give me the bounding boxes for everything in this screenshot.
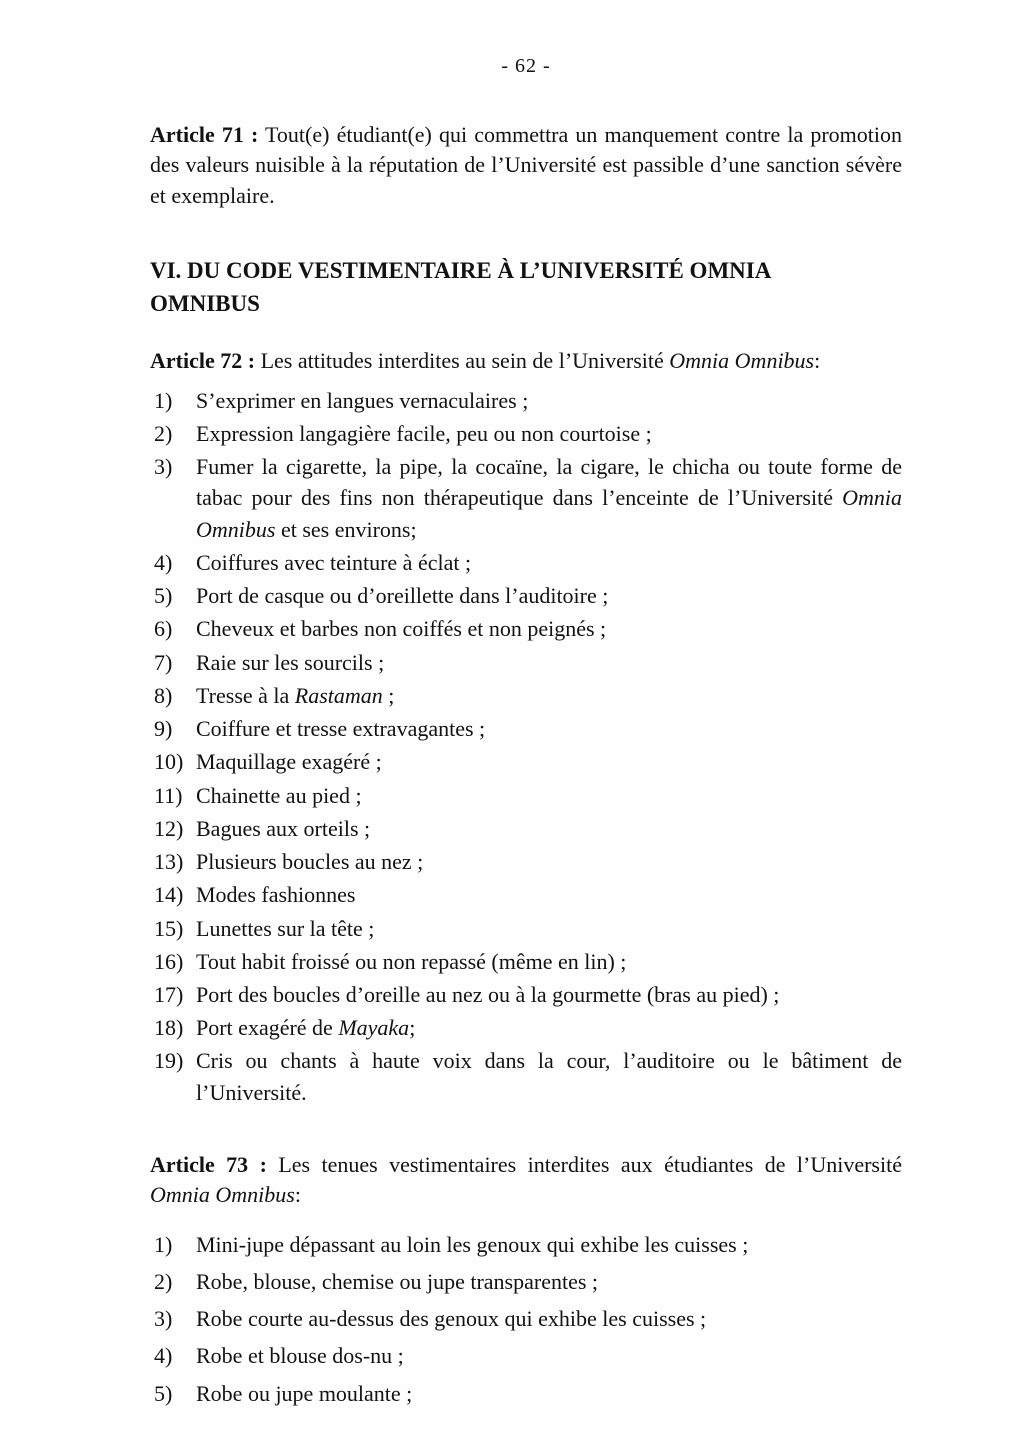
list-item-number: 1) <box>154 1231 173 1257</box>
list-item-text: Fumer la cigarette, la pipe, la cocaïne, la cigare, le chicha ou toute forme de tabac pour des fins non thérapeutique dans l’enceinte de l’Université Omnia Omnibus et ses environs; <box>196 454 902 542</box>
list-item-number: 2) <box>154 1268 173 1294</box>
list-item-number: 5) <box>154 583 173 609</box>
list-item-number: 14) <box>154 882 184 908</box>
list-item-text: Bagues aux orteils ; <box>196 815 371 841</box>
list-item <box>154 1229 902 1260</box>
list-item-text: Port de casque ou d’oreillette dans l’auditoire ; <box>196 583 609 609</box>
list-item <box>154 680 902 711</box>
list-item <box>154 780 902 811</box>
list-item <box>154 1266 902 1297</box>
list-item-number: 17) <box>154 981 184 1007</box>
list-item-number: 19) <box>154 1048 184 1074</box>
list-item <box>154 1012 902 1043</box>
list-item-text: Cris ou chants à haute voix dans la cour, l’auditoire ou le bâtiment de l’Université. <box>196 1048 902 1105</box>
article-73-list <box>154 1229 902 1409</box>
list-item <box>154 1378 902 1409</box>
list-item <box>154 946 902 977</box>
list-item-text: Maquillage exagéré ; <box>196 749 382 775</box>
list-item <box>154 979 902 1010</box>
list-item-number: 7) <box>154 649 173 675</box>
article-71-text: Tout(e) étudiant(e) qui commettra un manquement contre la promotion des valeurs nuisible à la réputation de l’Université est passible d’une sanction sévère et exemplaire. <box>150 122 902 208</box>
article-72-list <box>154 385 902 1108</box>
list-item <box>154 713 902 744</box>
page-number: - 62 - <box>501 55 551 77</box>
list-item-text: Coiffures avec teinture à éclat ; <box>196 549 472 575</box>
list-item-number: 5) <box>154 1380 173 1406</box>
article-73-intro <box>150 1150 902 1211</box>
list-item-text: Tout habit froissé ou non repassé (même en lin) ; <box>196 948 627 974</box>
list-item <box>154 1340 902 1371</box>
list-item-number: 1) <box>154 387 173 413</box>
list-item <box>154 451 902 545</box>
list-item-text: Port exagéré de Mayaka; <box>196 1015 416 1041</box>
list-item <box>154 746 902 777</box>
list-item-text: Robe, blouse, chemise ou jupe transparentes ; <box>196 1268 599 1294</box>
article-71-paragraph <box>150 120 902 211</box>
list-item <box>154 418 902 449</box>
list-item <box>154 1303 902 1334</box>
list-item <box>154 1045 902 1107</box>
list-item-text: Coiffure et tresse extravagantes ; <box>196 716 486 742</box>
article-72-intro-text: Les attitudes interdites au sein de l’Université Omnia Omnibus: <box>260 348 821 374</box>
list-item-number: 16) <box>154 948 184 974</box>
list-item-number: 10) <box>154 749 184 775</box>
list-item-text: Tresse à la Rastaman ; <box>196 682 395 708</box>
list-item-number: 18) <box>154 1015 184 1041</box>
list-item <box>154 613 902 644</box>
list-item-text: Plusieurs boucles au nez ; <box>196 849 424 875</box>
list-item-text: Robe et blouse dos-nu ; <box>196 1343 404 1369</box>
list-item-text: Lunettes sur la tête ; <box>196 915 375 941</box>
list-item <box>154 547 902 578</box>
article-72-intro <box>150 346 902 376</box>
list-item-text: S’exprimer en langues vernaculaires ; <box>196 387 529 413</box>
list-item-text: Modes fashionnes <box>196 882 356 908</box>
list-item-number: 3) <box>154 454 173 480</box>
list-item <box>154 913 902 944</box>
list-item-number: 13) <box>154 849 184 875</box>
article-72-label: Article 72 : <box>150 348 256 374</box>
list-item-number: 4) <box>154 549 173 575</box>
list-item-number: 3) <box>154 1306 173 1332</box>
section-vi-heading-line1: VI. DU CODE VESTIMENTAIRE À L’UNIVERSITÉ OMNIA <box>150 258 772 284</box>
list-item-text: Raie sur les sourcils ; <box>196 649 385 675</box>
section-vi-heading <box>150 255 902 320</box>
list-item-number: 6) <box>154 616 173 642</box>
list-item-number: 15) <box>154 915 184 941</box>
list-item-text: Chainette au pied ; <box>196 782 362 808</box>
list-item <box>154 879 902 910</box>
list-item <box>154 580 902 611</box>
list-item-text: Robe courte au-dessus des genoux qui exhibe les cuisses ; <box>196 1306 707 1332</box>
list-item-text: Expression langagière facile, peu ou non courtoise ; <box>196 420 652 446</box>
list-item-text: Robe ou jupe moulante ; <box>196 1380 413 1406</box>
list-item-text: Mini-jupe dépassant au loin les genoux qui exhibe les cuisses ; <box>196 1231 749 1257</box>
list-item-number: 9) <box>154 716 173 742</box>
article-71-label: Article 71 : <box>150 122 259 147</box>
article-73-intro-text: Les tenues vestimentaires interdites aux étudiantes de l’Université Omnia Omnibus: <box>150 1151 902 1208</box>
list-item <box>154 385 902 416</box>
article-73-label: Article 73 : <box>150 1151 267 1177</box>
section-vi-heading-line2: OMNIBUS <box>150 290 260 316</box>
list-item-number: 2) <box>154 420 173 446</box>
list-item-text: Cheveux et barbes non coiffés et non peignés ; <box>196 616 607 642</box>
list-item <box>154 846 902 877</box>
list-item-text: Port des boucles d’oreille au nez ou à la gourmette (bras au pied) ; <box>196 981 780 1007</box>
list-item-number: 4) <box>154 1343 173 1369</box>
list-item <box>154 813 902 844</box>
list-item-number: 8) <box>154 682 173 708</box>
list-item <box>154 647 902 678</box>
list-item-number: 11) <box>154 782 183 808</box>
list-item-number: 12) <box>154 815 184 841</box>
